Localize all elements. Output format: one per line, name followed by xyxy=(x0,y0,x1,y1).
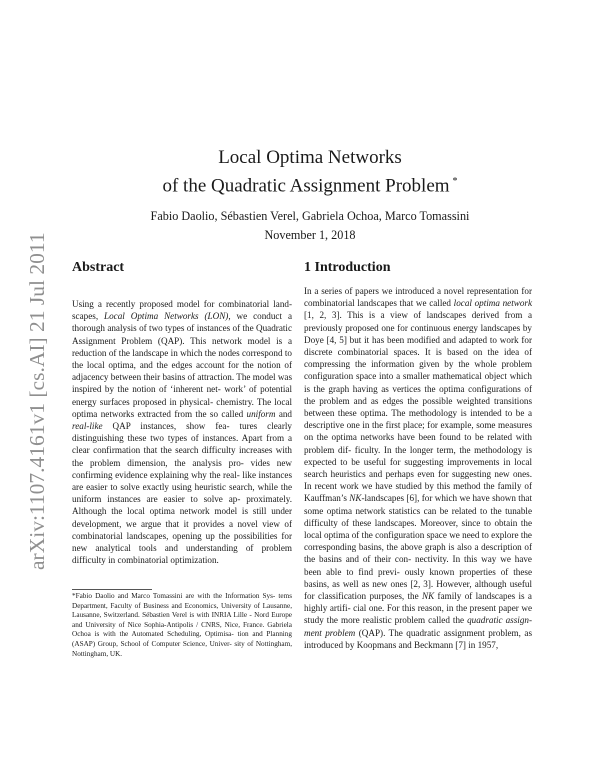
title-line-2-text: of the Quadratic Assignment Problem xyxy=(162,175,450,197)
footnote-text: *Fabio Daolio and Marco Tomassini are with the Information Sys- tems Department, Faculty of Business and Economics, University of Lausanne, Lausanne, Switzerland. Sébastien Verel is with INRIA Lille - Nord Europe and University of Nice Sophia-Antipolis / CNRS, Nice, France. Gabriela Ochoa is with the Automated Scheduling, Optimisa- tion and Planning (ASAP) Group, School of Computer Science, Univer- sity of Nottingham, Nottingham, UK. xyxy=(72,592,292,658)
intro-emphasis-lon: local optima network xyxy=(453,298,533,309)
title-footnote-mark: * xyxy=(452,176,458,187)
arxiv-stamp-svg xyxy=(4,222,64,572)
introduction-heading: 1 Introduction xyxy=(304,260,391,275)
abstract-text-1: Using a recently proposed model for combinatorial land- scapes, xyxy=(72,299,292,322)
intro-emphasis-qap: quadratic assign- ment problem xyxy=(304,615,532,638)
intro-text-4: family of landscapes is a highly artifi- cial one. For this reason, in the present paper we study the more realistic problem called the xyxy=(304,591,532,626)
intro-text-1: In a series of papers we introduced a novel representation for combinatorial landscapes that we called xyxy=(304,286,532,309)
title-line-2 xyxy=(100,170,520,198)
author-list: Fabio Daolio, Sébastien Verel, Gabriela Ochoa, Marco Tomassini xyxy=(150,209,470,223)
intro-text-5: (QAP). The quadratic assignment problem, as introduced by Koopmans and Beckmann [7] in 1957, xyxy=(304,627,532,650)
intro-text-2: [1, 2, 3]. This is a view of landscapes derived from a previously proposed one for continuous energy landscapes by Doye [4, 5] but it has been modified and adapted to work for discrete combinatorial spaces. It is based on the idea of compressing the information given by the whole problem configuration space into a smaller mathematical object which is the graph having as vertices the optima configurations of the problem and as edges the possible weighted transitions between these optima. The methodology is intended to be a descriptive one in the first place; for example, some measures on the optima networks have been found to be related with problem dif- ficulty. In the longer term, the methodology is expected to be useful for suggesting improvements in local search heuristics and perhaps even for suggesting new ones. In recent work we have studied by this method the family of Kauffman’s xyxy=(304,310,532,504)
abstract-emphasis-lon: Local Optima Networks (LON) xyxy=(104,311,229,322)
paper-title xyxy=(100,146,520,198)
title-line-1: Local Optima Networks xyxy=(218,147,402,168)
abstract-emphasis-reallike: real-like xyxy=(72,421,103,432)
abstract-body xyxy=(72,298,292,566)
abstract-text-2: , we conduct a thorough analysis of two types of instances of the Quadratic Assignment Problem (QAP). This network model is a reduction of the landscape in which the nodes correspond to the local optima, and the edges account for the notion of adjacency between their basins of attraction. The model was inspired by the notion of ‘inherent net- work’ of potential energy surfaces proposed in physical- chemistry. The local optima networks extracted from the so called xyxy=(72,311,293,419)
abstract-heading: Abstract xyxy=(72,260,125,275)
intro-paragraph xyxy=(304,285,532,651)
introduction-body xyxy=(304,285,532,651)
abstract-paragraph xyxy=(72,298,292,566)
arxiv-identifier-stamp xyxy=(4,222,64,572)
abstract-text-4: QAP instances, show fea- tures clearly distinguishing these two types of instances. Apart from a clear confirmation that the search difficulty increases with the problem dimension, the analysis pro- vides new confirming evidence explaining why the real- like instances are easier to solve exactly using heuristic search, while the uniform instances are easier to solve ap- proximately. Although the local optima network model is still under development, we argue that it provides a novel view of combinatorial landscapes, opening up the possibilities for new analytical tools and understanding of problem difficulty in combinatorial optimization. xyxy=(72,421,292,566)
intro-math-nk-2: NK xyxy=(422,591,435,602)
intro-math-nk-1: NK xyxy=(349,493,362,504)
arxiv-stamp-text: arXiv:1107.4161v1 [cs.AI] 21 Jul 2011 xyxy=(25,232,49,570)
abstract-emphasis-uniform: uniform xyxy=(246,408,276,419)
author-affiliation-footnote xyxy=(72,592,292,659)
publication-date: November 1, 2018 xyxy=(264,228,356,242)
abstract-text-3: and xyxy=(275,408,292,419)
footnote-divider xyxy=(72,589,152,590)
intro-text-3: -landscapes [6], for which we have shown that some optima network statistics can be related to the tunable difficulty of these landscapes. Moreover, since to obtain the local optima of the configuration space we need to explore the corresponding basins, the above graph is also a description of the basins and of their con- nectivity. In this way we have been able to find previ- ously known properties of these basins, as well as new ones [2, 3]. However, although useful for classification purposes, the xyxy=(304,493,532,602)
